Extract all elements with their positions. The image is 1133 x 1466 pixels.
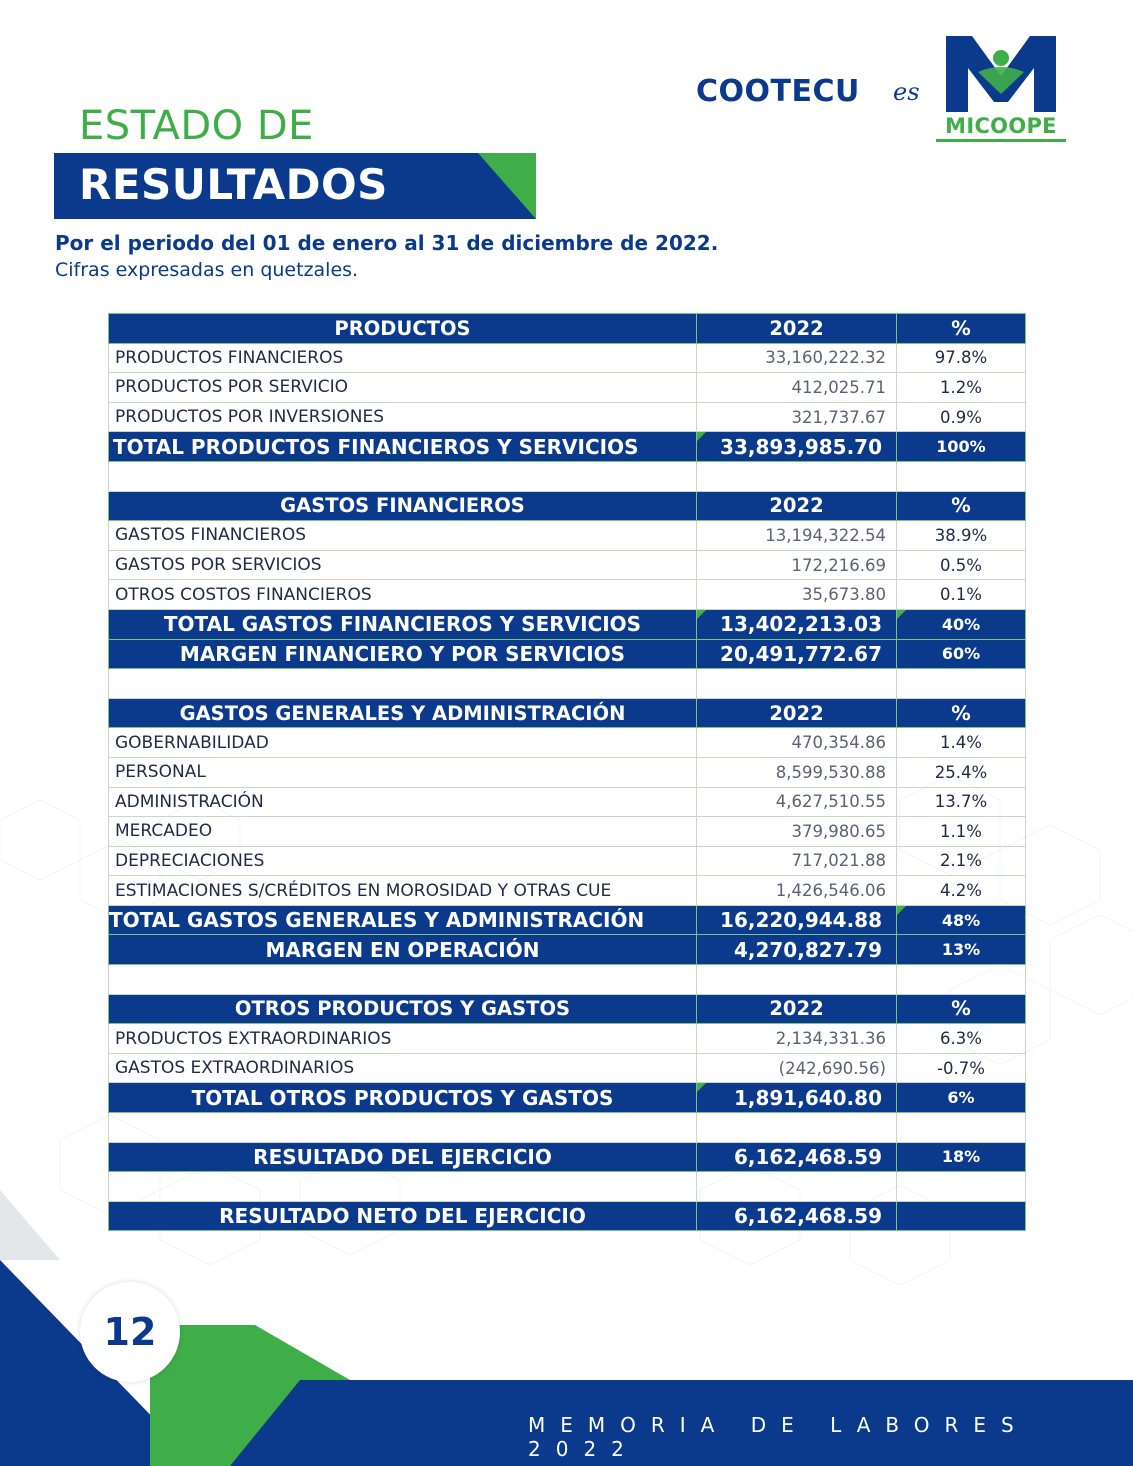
total-label: TOTAL PRODUCTOS FINANCIEROS Y SERVICIOS: [109, 432, 697, 462]
net-result-amount: 6,162,468.59: [697, 1201, 897, 1231]
publication-title: MEMORIA DE LABORES 2022: [528, 1413, 1029, 1461]
header-cell: %: [897, 314, 1026, 344]
margin-amount: 20,491,772.67: [697, 639, 897, 669]
row-percent: 0.1%: [897, 580, 1026, 610]
table-row: [109, 343, 1026, 373]
total-amount: 16,220,944.88: [697, 905, 897, 935]
total-amount: 13,402,213.03: [697, 609, 897, 639]
row-percent: 2.1%: [897, 846, 1026, 876]
row-label: PRODUCTOS POR INVERSIONES: [109, 402, 697, 432]
row-label: PRODUCTOS EXTRAORDINARIOS: [109, 1024, 697, 1054]
header-cell: %: [897, 698, 1026, 728]
section-header-gastos-financieros: [109, 491, 1026, 521]
table-row: [109, 817, 1026, 847]
result-percent: 18%: [897, 1142, 1026, 1172]
header-cell: OTROS PRODUCTOS Y GASTOS: [109, 994, 697, 1024]
row-amount: 717,021.88: [697, 846, 897, 876]
section-header-gastos-generales: [109, 698, 1026, 728]
income-statement-table: [108, 313, 1026, 1231]
row-amount: 13,194,322.54: [697, 521, 897, 551]
row-amount: 172,216.69: [697, 550, 897, 580]
spacer-row: [109, 461, 1026, 491]
total-percent: 48%: [897, 905, 1026, 935]
row-label: GASTOS FINANCIEROS: [109, 521, 697, 551]
row-percent: 25.4%: [897, 757, 1026, 787]
row-percent: 0.5%: [897, 550, 1026, 580]
total-row: [109, 432, 1026, 462]
header-cell: GASTOS GENERALES Y ADMINISTRACIÓN: [109, 698, 697, 728]
row-label: PRODUCTOS POR SERVICIO: [109, 373, 697, 403]
total-label: TOTAL GASTOS GENERALES Y ADMINISTRACIÓN: [109, 905, 697, 935]
margin-label: MARGEN EN OPERACIÓN: [109, 935, 697, 965]
row-amount: 379,980.65: [697, 817, 897, 847]
table-row: [109, 402, 1026, 432]
row-percent: 1.2%: [897, 373, 1026, 403]
page-title-line1: ESTADO DE: [79, 103, 314, 149]
row-percent: 13.7%: [897, 787, 1026, 817]
row-label: PERSONAL: [109, 757, 697, 787]
header-cell: 2022: [697, 314, 897, 344]
row-label: OTROS COSTOS FINANCIEROS: [109, 580, 697, 610]
result-amount: 6,162,468.59: [697, 1142, 897, 1172]
margin-amount: 4,270,827.79: [697, 935, 897, 965]
total-row: [109, 609, 1026, 639]
table-row: [109, 787, 1026, 817]
row-percent: 97.8%: [897, 343, 1026, 373]
row-label: GASTOS POR SERVICIOS: [109, 550, 697, 580]
row-label: PRODUCTOS FINANCIEROS: [109, 343, 697, 373]
table-row: [109, 728, 1026, 758]
row-amount: 2,134,331.36: [697, 1024, 897, 1054]
row-label: ADMINISTRACIÓN: [109, 787, 697, 817]
result-label: RESULTADO DEL EJERCICIO: [109, 1142, 697, 1172]
page-number: 12: [80, 1282, 180, 1382]
brand-name: COOTECU: [696, 74, 860, 109]
period-subtitle: Por el periodo del 01 de enero al 31 de diciembre de 2022.: [55, 231, 719, 255]
header-cell: 2022: [697, 491, 897, 521]
header-cell: PRODUCTOS: [109, 314, 697, 344]
row-amount: 321,737.67: [697, 402, 897, 432]
total-percent: 6%: [897, 1083, 1026, 1113]
row-amount: 1,426,546.06: [697, 876, 897, 906]
row-amount: 412,025.71: [697, 373, 897, 403]
net-result-label: RESULTADO NETO DEL EJERCICIO: [109, 1201, 697, 1231]
table-row: [109, 521, 1026, 551]
row-label: ESTIMACIONES S/CRÉDITOS EN MOROSIDAD Y OTRAS CUE: [109, 876, 697, 906]
table-row: [109, 846, 1026, 876]
table-row: [109, 757, 1026, 787]
row-percent: 1.1%: [897, 817, 1026, 847]
result-row: [109, 1142, 1026, 1172]
table-row: [109, 1024, 1026, 1054]
spacer-row: [109, 965, 1026, 995]
row-amount: 33,160,222.32: [697, 343, 897, 373]
total-percent: 40%: [897, 609, 1026, 639]
row-amount: 8,599,530.88: [697, 757, 897, 787]
section-header-productos: [109, 314, 1026, 344]
logo-wordmark: MICOOPE: [936, 114, 1066, 142]
margin-row: [109, 935, 1026, 965]
margin-row: [109, 639, 1026, 669]
total-amount: 1,891,640.80: [697, 1083, 897, 1113]
currency-note: Cifras expresadas en quetzales.: [55, 259, 359, 281]
row-label: DEPRECIACIONES: [109, 846, 697, 876]
total-row: [109, 1083, 1026, 1113]
table-row: [109, 580, 1026, 610]
row-amount: 470,354.86: [697, 728, 897, 758]
row-label: GASTOS EXTRAORDINARIOS: [109, 1053, 697, 1083]
header-cell: 2022: [697, 698, 897, 728]
row-label: GOBERNABILIDAD: [109, 728, 697, 758]
total-label: TOTAL GASTOS FINANCIEROS Y SERVICIOS: [109, 609, 697, 639]
total-row: [109, 905, 1026, 935]
brand-connector: es: [893, 78, 920, 106]
row-percent: 6.3%: [897, 1024, 1026, 1054]
section-header-otros: [109, 994, 1026, 1024]
table-row: [109, 876, 1026, 906]
row-label: MERCADEO: [109, 817, 697, 847]
header-cell: 2022: [697, 994, 897, 1024]
table-row: [109, 373, 1026, 403]
margin-percent: 60%: [897, 639, 1026, 669]
table-row: [109, 1053, 1026, 1083]
total-label: TOTAL OTROS PRODUCTOS Y GASTOS: [109, 1083, 697, 1113]
row-amount: 4,627,510.55: [697, 787, 897, 817]
row-percent: 38.9%: [897, 521, 1026, 551]
row-percent: 0.9%: [897, 402, 1026, 432]
total-amount: 33,893,985.70: [697, 432, 897, 462]
row-percent: -0.7%: [897, 1053, 1026, 1083]
row-amount: (242,690.56): [697, 1053, 897, 1083]
margin-label: MARGEN FINANCIERO Y POR SERVICIOS: [109, 639, 697, 669]
row-amount: 35,673.80: [697, 580, 897, 610]
row-percent: 1.4%: [897, 728, 1026, 758]
header-cell: %: [897, 491, 1026, 521]
table-row: [109, 550, 1026, 580]
header-cell: %: [897, 994, 1026, 1024]
row-percent: 4.2%: [897, 876, 1026, 906]
spacer-row: [109, 1113, 1026, 1143]
total-percent: 100%: [897, 432, 1026, 462]
margin-percent: 13%: [897, 935, 1026, 965]
page-title-line2: RESULTADOS: [79, 160, 388, 209]
spacer-row: [109, 669, 1026, 699]
header-cell: GASTOS FINANCIEROS: [109, 491, 697, 521]
